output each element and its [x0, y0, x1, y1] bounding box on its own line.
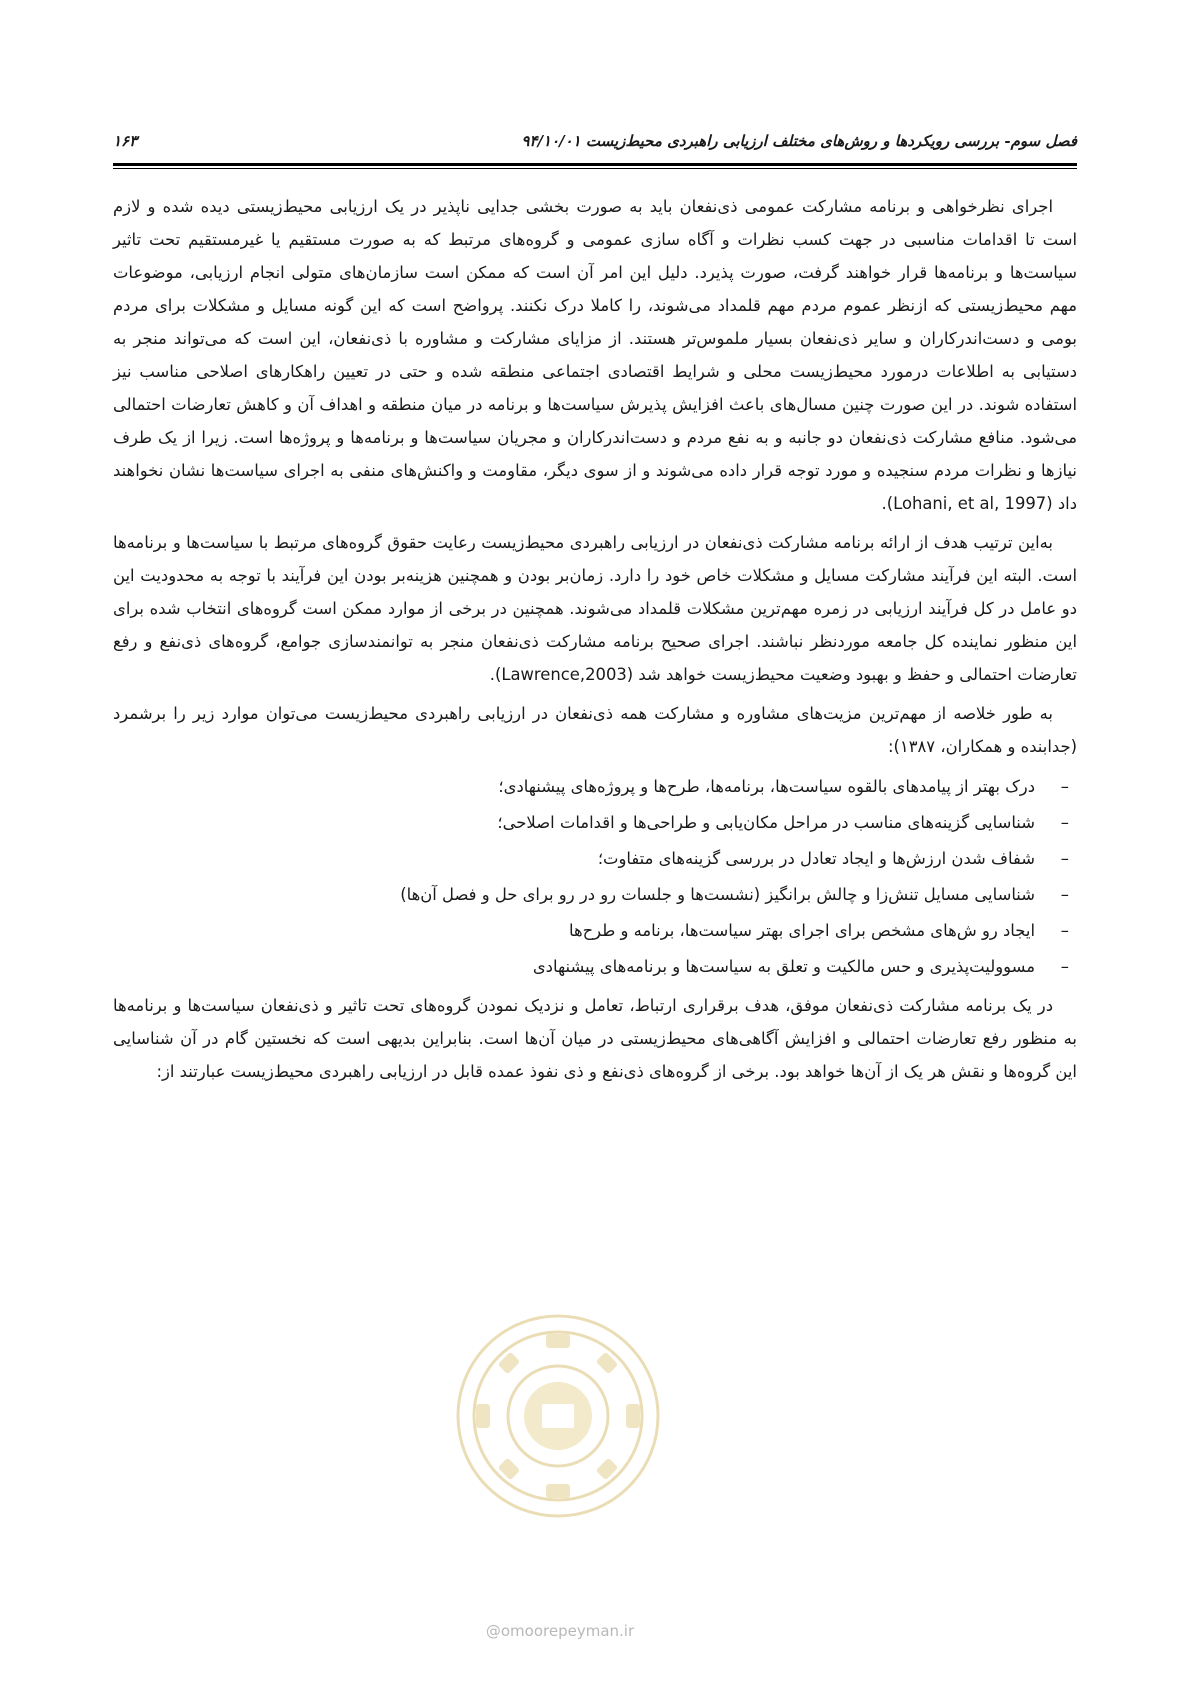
list-item-text: شفاف شدن ارزش‌ها و ایجاد تعادل در بررسی گزینه‌های متفاوت؛: [597, 849, 1035, 868]
body-text: [113, 190, 1077, 1094]
paragraph-1: اجرای نظرخواهی و برنامه مشارکت عمومی ذی‌نفعان باید به صورت بخشی جدایی ناپذیر در یک ارزیابی محیط‌زیستی دیده شده و لازم است تا اقدامات مناسبی در جهت کسب نظرات و آگاه سازی عمومی و گروه‌های مرتبط که به صورت مستقیم یا غیرمستقیم تحت تاثیر سیاست‌ها و برنامه‌ها قرار خواهند گرفت، صورت پذیرد. دلیل این امر آن است که ممکن است سازمان‌های متولی انجام ارزیابی، موضوعات مهم محیط‌زیستی که ازنظر عموم مردم مهم قلمداد می‌شوند، را کاملا درک نکنند. پرواضح است که این گونه مسایل و مشکلات برای مردم بومی و دست‌اندرکاران و سایر ذی‌نفعان بسیار ملموس‌تر هستند. از مزایای مشارکت و مشاوره با ذی‌نفعان، این است که می‌تواند منجر به دستیابی به اطلاعات درمورد محیط‌زیست محلی و شرایط اقتصادی اجتماعی منطقه شده و حتی در تعیین راهکارهای اصلاحی مناسب نیز استفاده شوند. در این صورت چنین مسال‌های باعث افزایش پذیرش سیاست‌ها و برنامه در میان منطقه و اهداف آن و کاهش تعارضات احتمالی می‌شود. منافع مشارکت ذی‌نفعان دو جانبه و به نفع مردم و دست‌اندرکاران و مجریان سیاست‌ها و برنامه‌ها و پروژه‌ها است. زیرا از یک طرف نیازها و نظرات مردم سنجیده و مورد توجه قرار داده می‌شوند و از سوی دیگر، مقاومت و واکنش‌های منفی به اجرای سیاست‌ها نشان نخواهند داد (Lohani, et al, 1997).: [113, 197, 1077, 513]
list-item: [113, 769, 1069, 805]
dash-marker: –: [1060, 849, 1069, 868]
advantages-list: [113, 769, 1077, 985]
header-rule-thick: [113, 163, 1077, 166]
running-header: [113, 132, 1077, 162]
omoore-peyman-seal-icon: [438, 1304, 678, 1534]
list-item: [113, 913, 1069, 949]
list-item: [113, 949, 1069, 985]
page-number: ۱۶۳: [113, 132, 138, 150]
chapter-title: فصل سوم- بررسی رویکردها و روش‌های مختلف ارزیابی راهبردی محیط‌زیست ۹۴/۱۰/۰۱: [521, 132, 1077, 150]
dash-marker: –: [1060, 777, 1069, 796]
list-item-text: مسوولیت‌پذیری و حس مالکیت و تعلق به سیاست‌ها و برنامه‌های پیشنهادی: [532, 957, 1035, 976]
list-item-text: درک بهتر از پیامدهای بالقوه سیاست‌ها، برنامه‌ها، طرح‌ها و پروژه‌های پیشنهادی؛: [498, 777, 1035, 796]
dash-marker: –: [1060, 921, 1069, 940]
list-item: [113, 877, 1069, 913]
list-item-text: شناسایی گزینه‌های مناسب در مراحل مکان‌یابی و طراحی‌ها و اقدامات اصلاحی؛: [497, 813, 1035, 832]
paragraph-2: به‌این ترتیب هدف از ارائه برنامه مشارکت ذی‌نفعان در ارزیابی راهبردی محیط‌زیست رعایت حقوق گروه‌های مرتبط با سیاست‌ها و برنامه‌ها است. البته این فرآیند مشارکت مسایل و مشکلات خاص خود را دارد. زمان‌بر بودن و همچنین هزینه‌بر بودن این فرآیند با توجه به محدودیت این دو عامل در کل فرآیند ارزیابی در زمره مهم‌ترین مشکلات قلمداد می‌شوند. همچنین در برخی از موارد ممکن است گروه‌های انتخاب شده برای این منظور نماینده کل جامعه موردنظر نباشند. اجرای صحیح برنامه مشارکت ذی‌نفعان منجر به توانمندسازی جوامع، گروه‌های ذی‌نفع و رفع تعارضات احتمالی و حفظ و بهبود وضعیت محیط‌زیست خواهد شد (Lawrence,2003).: [113, 533, 1077, 684]
header-rule-thin: [113, 168, 1077, 169]
dash-marker: –: [1060, 957, 1069, 976]
list-item: [113, 841, 1069, 877]
list-item-text: ایجاد رو ش‌های مشخص برای اجرای بهتر سیاست‌ها، برنامه و طرح‌ها: [568, 921, 1035, 940]
dash-marker: –: [1060, 813, 1069, 832]
paragraph-3: به طور خلاصه از مهم‌ترین مزیت‌های مشاوره و مشارکت همه ذی‌نفعان در ارزیابی راهبردی محیط‌زیست می‌توان موارد زیر را برشمرد (جدابنده و همکاران، ۱۳۸۷):: [113, 704, 1077, 756]
list-item-text: شناسایی مسایل تنش‌زا و چالش برانگیز (نشست‌ها و جلسات رو در رو برای حل و فصل آن‌ها): [400, 885, 1035, 904]
watermark-url: @omoorepeyman.ir: [485, 1622, 635, 1640]
dash-marker: –: [1060, 885, 1069, 904]
list-item: [113, 805, 1069, 841]
paragraph-4: در یک برنامه مشارکت ذی‌نفعان موفق، هدف برقراری ارتباط، تعامل و نزدیک نمودن گروه‌های تحت تاثیر و ذی‌نفعان سیاست‌ها و برنامه‌ها به منظور رفع تعارضات احتمالی و افزایش آگاهی‌های محیط‌زیستی در میان آن‌ها است. بنابراین بدیهی است که نخستین گام در آن شناسایی این گروه‌ها و نقش هر یک از آن‌ها خواهد بود. برخی از گروه‌های ذی‌نفع و ذی نفوذ عمده قابل در ارزیابی راهبردی محیط‌زیست عبارتند از:: [113, 996, 1077, 1081]
